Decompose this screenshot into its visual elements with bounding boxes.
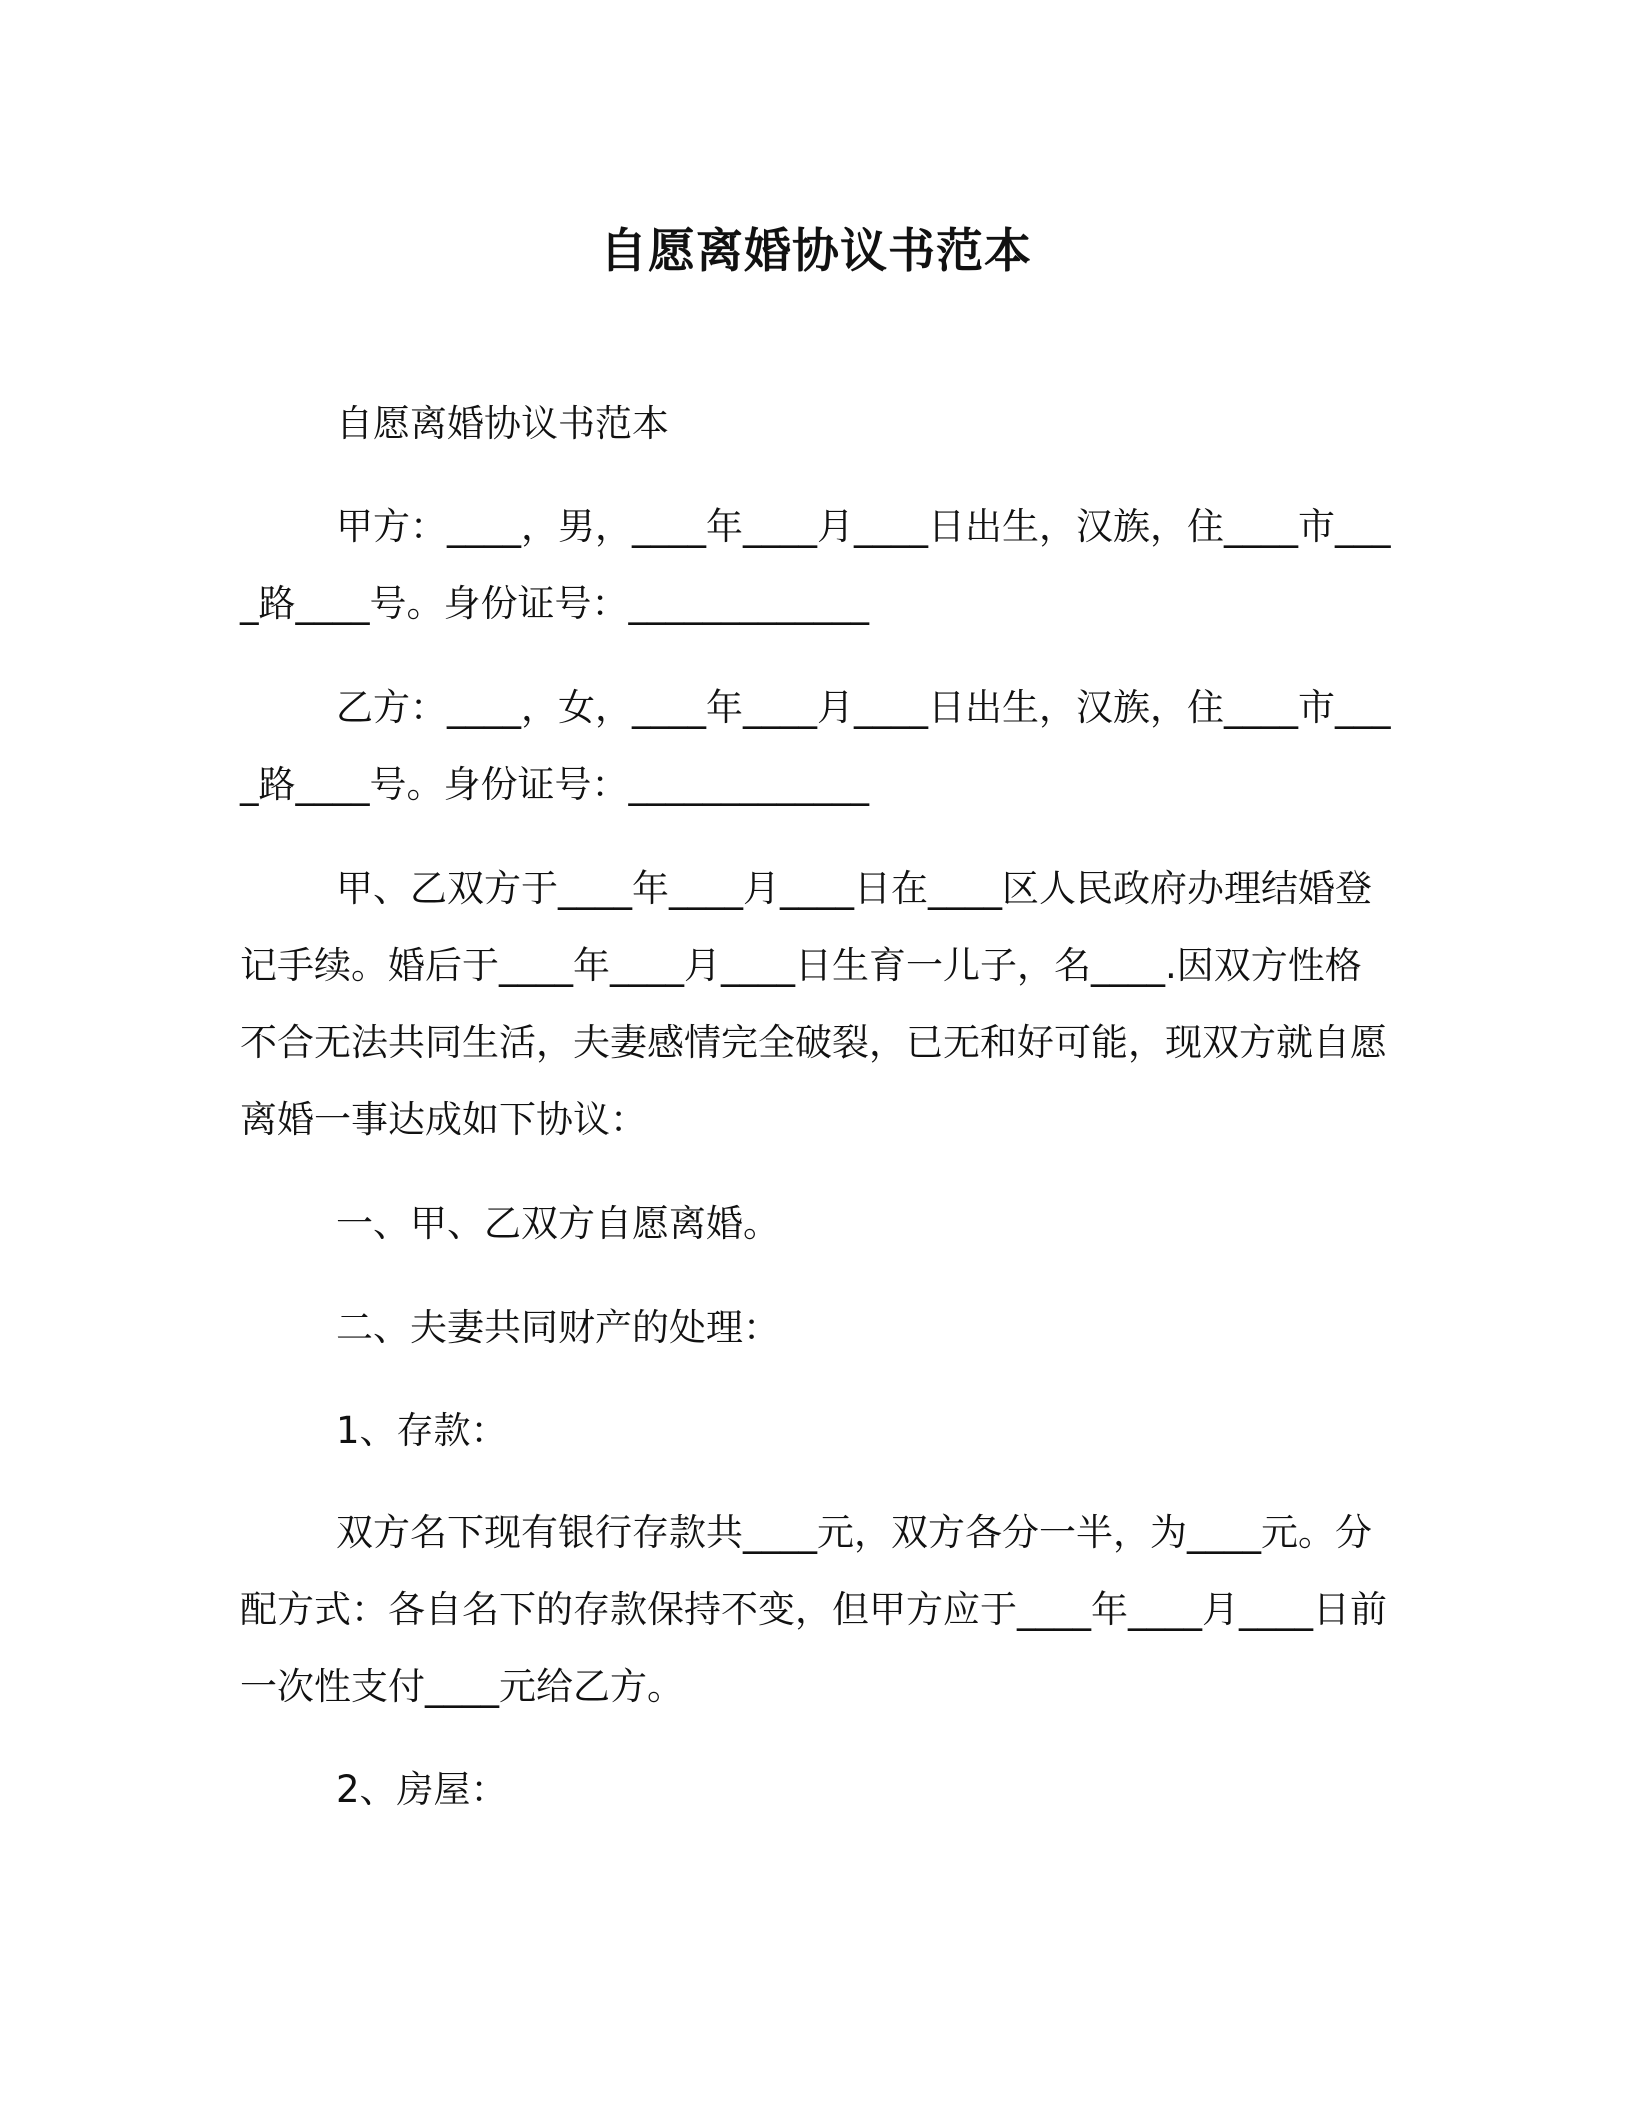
document-title: 自愿离婚协议书范本 [600,224,1032,279]
paragraph-background: 甲、乙双方于____年____月____日在____区人民政府办理结婚登记手续。婚后于____年____月____日生育一儿子，名____.因双方性格不合无法共同生活，夫妻感情完全破裂，已无和好可能，现双方就自愿离婚一事达成如下协议： [240,867,1387,1141]
paragraph-subtitle: 自愿离婚协议书范本 [336,402,669,445]
item-2-house: 2、房屋： [336,1768,508,1811]
paragraph-deposit-details: 双方名下现有银行存款共____元，双方各分一半，为____元。分配方式：各自名下的存款保持不变，但甲方应于____年____月____日前一次性支付____元给乙方。 [240,1511,1387,1708]
item-1-deposits: 1、存款： [336,1409,508,1452]
clause-1-divorce: 一、甲、乙双方自愿离婚。 [336,1202,780,1245]
paragraph-party-a: 甲方：____，男，____年____月____日出生，汉族，住____市____路____号。身份证号：_____________ [240,505,1391,625]
paragraph-party-b: 乙方：____，女，____年____月____日出生，汉族，住____市____路____号。身份证号：_____________ [240,686,1391,806]
clause-2-property: 二、夫妻共同财产的处理： [336,1306,780,1349]
